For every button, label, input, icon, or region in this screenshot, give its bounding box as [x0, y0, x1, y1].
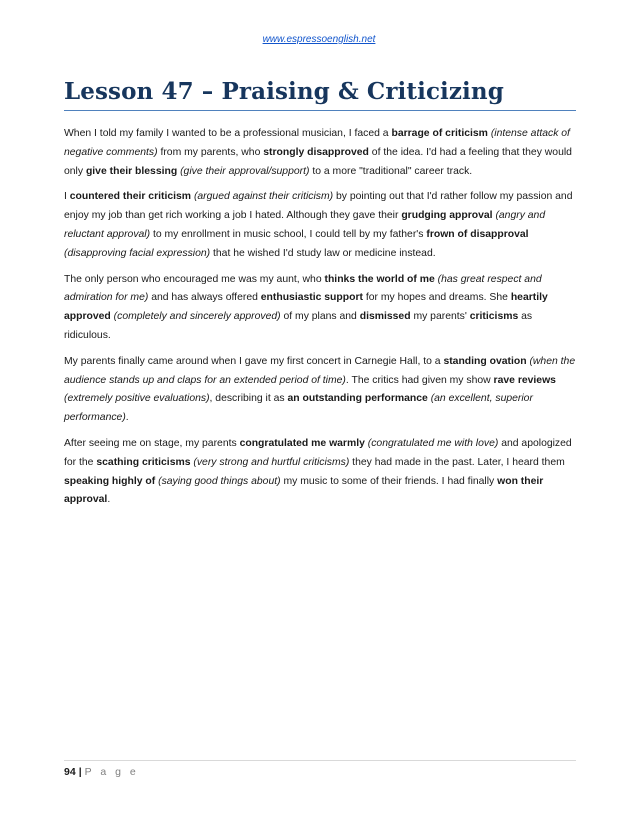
body-text: that he wished I'd study law or medicine instead.: [210, 247, 436, 259]
key-phrase: enthusiastic support: [260, 292, 363, 304]
definition-text: (argued against their criticism): [193, 191, 334, 203]
definition-text: (very strong and hurtful criticisms): [193, 456, 350, 468]
definition-text: (intense attack of negative comments): [64, 128, 570, 158]
page-footer: [64, 766, 139, 778]
paragraph-1: [64, 125, 576, 181]
definition-text: (disapproving facial expression): [64, 247, 211, 259]
definition-text: (angry and reluctant approval): [64, 210, 546, 240]
definition-text: (give their approval/support): [180, 165, 310, 177]
definition-text: (when the audience stands up and claps for an extended period of time): [64, 355, 576, 386]
paragraph-5: [64, 435, 576, 510]
key-phrase: rave reviews: [493, 374, 556, 386]
key-phrase: give their blessing: [85, 165, 178, 177]
body-text: My parents finally came around when I gave my first concert in Carnegie Hall, to a: [64, 355, 444, 367]
body-text: I: [64, 191, 70, 203]
key-phrase: standing ovation: [443, 355, 527, 367]
definition-text: (extremely positive evaluations): [64, 393, 210, 405]
page-title: Lesson 47 – Praising & Criticizing: [64, 78, 504, 105]
body-text: my music to some of their friends. I had finally: [280, 475, 498, 487]
body-text: and has always offered: [148, 292, 261, 304]
key-phrase: strongly disapproved: [263, 146, 369, 158]
body-text: they had made in the past. Later, I heard them: [349, 456, 565, 468]
key-phrase: congratulated me warmly: [239, 437, 365, 449]
lesson-body: [64, 125, 576, 517]
body-text: and apologized for the: [64, 437, 572, 468]
page-number: 94: [64, 766, 76, 778]
key-phrase: criticisms: [469, 311, 519, 323]
key-phrase: an outstanding performance: [287, 393, 428, 405]
definition-text: (saying good things about): [158, 475, 281, 487]
key-phrase: barrage of criticism: [391, 128, 488, 139]
body-text: to my enrollment in music school, I could tell by my father's: [150, 228, 427, 240]
definition-text: (congratulated me with love): [367, 437, 499, 449]
body-text: , describing it as: [209, 393, 288, 405]
definition-text: (has great respect and admiration for me): [64, 273, 542, 304]
body-text: .: [125, 412, 129, 424]
body-text: After seeing me on stage, my parents: [64, 437, 240, 449]
title-divider: [64, 110, 576, 111]
footer-separator: |: [78, 766, 82, 778]
body-text: The only person who encouraged me was my aunt, who: [64, 273, 325, 285]
definition-text: (an excellent, superior performance): [64, 393, 533, 424]
key-phrase: won their approval: [64, 475, 544, 506]
body-text: to a more "traditional" career track.: [309, 165, 473, 177]
page-label: P a g e: [84, 766, 139, 778]
key-phrase: grudging approval: [401, 210, 493, 222]
body-text: of the idea. I'd had a feeling that they would only: [64, 146, 572, 177]
key-phrase: thinks the world of me: [324, 273, 435, 285]
body-text: of my plans and: [280, 311, 360, 323]
body-text: When I told my family I wanted to be a professional musician, I faced a: [64, 128, 392, 139]
key-phrase: countered their criticism: [69, 191, 192, 203]
paragraph-4: [64, 353, 576, 428]
paragraph-3: [64, 271, 576, 346]
key-phrase: speaking highly of: [64, 475, 156, 487]
footer-divider: [64, 760, 576, 761]
body-text: by pointing out that I'd rather follow my passion and enjoy my job than get rich working a job I hated. Although they gave their: [64, 191, 573, 222]
key-phrase: heartily approved: [64, 292, 548, 323]
key-phrase: frown of disapproval: [426, 228, 529, 240]
definition-text: (completely and sincerely approved): [113, 311, 281, 323]
body-text: from my parents, who: [157, 146, 264, 158]
key-phrase: dismissed: [359, 311, 411, 323]
paragraph-2: [64, 188, 576, 263]
header-url-link[interactable]: www.espressoenglish.net: [262, 34, 376, 45]
body-text: for my hopes and dreams. She: [362, 292, 511, 304]
key-phrase: scathing criticisms: [96, 456, 191, 468]
body-text: . The critics had given my show: [345, 374, 494, 386]
body-text: my parents': [410, 311, 470, 323]
body-text: as ridiculous.: [64, 311, 533, 341]
body-text: .: [107, 494, 111, 506]
